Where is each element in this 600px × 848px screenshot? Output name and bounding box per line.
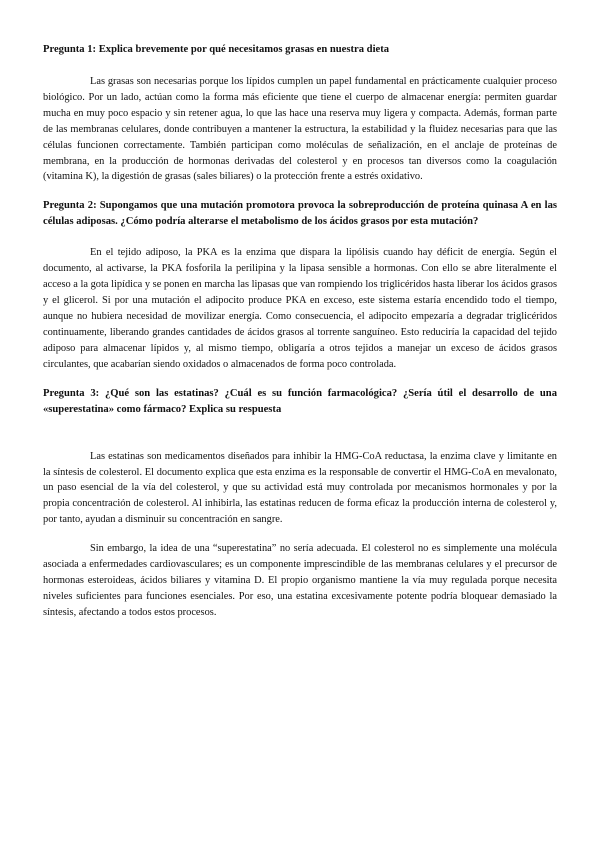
question-1-title: Pregunta 1: Explica brevemente por qué necesitamos grasas en nuestra dieta <box>43 44 390 55</box>
document-body <box>43 42 557 621</box>
question-1-answer-paragraph: Las grasas son necesarias porque los lípidos cumplen un papel fundamental en prácticamente cualquier proceso biológico. Por un lado, actúan como la forma más eficiente que tiene el cuerpo de almacenar energía: permiten guardar mucha en muy poco espacio y sin retener agua, lo que las hace una reserva muy ligera y compacta. Además, forman parte de las membranas celulares, donde contribuyen a mantener la estructura, la estabilidad y la fluidez necesarias para que las células funcionen correctamente. También participan como moléculas de señalización, en el anclaje de proteínas de membrana, en la producción de hormonas derivadas del colesterol y en procesos tan diversos como la coagulación (vitamina K), la digestión de grasas (sales biliares) o la protección frente a estrés oxidativo. <box>43 76 557 183</box>
question-2-answer-paragraph: En el tejido adiposo, la PKA es la enzima que dispara la lipólisis cuando hay déficit de energía. Según el documento, al activarse, la PKA fosforila la perilipina y la lipasa sensible a hormonas. Con ello se abre literalmente el acceso a la gota lipídica y se ponen en marcha las lipasas que van rompiendo los triglicéridos hasta liberar los ácidos grasos y el glicerol. Si por una mutación el adipocito produce PKA en exceso, este sistema estaría encendido todo el tiempo, aunque no hubiera necesidad de movilizar energía. Como consecuencia, el adipocito empezaría a degradar triglicéridos continuamente, liberando grandes cantidades de ácidos grasos al torrente sanguíneo. Esto reduciría la capacidad del tejido adiposo para almacenar lípidos y, al mismo tiempo, obligaría a otros tejidos a manejar un exceso de ácidos grasos circulantes, que acabarían siendo oxidados o almacenados de forma poco controlada. <box>43 247 557 370</box>
question-2-title: Pregunta 2: Supongamos que una mutación promotora provoca la sobreproducción de proteína quinasa A en las células adiposas. ¿Cómo podría alterarse el metabolismo de los ácidos grasos por esta mutación? <box>43 200 557 228</box>
question-3-title: Pregunta 3: ¿Qué son las estatinas? ¿Cuál es su función farmacológica? ¿Sería útil el desarrollo de una «superestatina» como fármaco? Explica su respuesta <box>43 387 557 415</box>
question-3-answer-paragraph-2: Sin embargo, la idea de una “superestatina” no sería adecuada. El colesterol no es simplemente una molécula asociada a enfermedades cardiovasculares; es un componente imprescindible de las membranas celulares y el precursor de hormonas esteroideas, ácidos biliares y vitamina D. El propio organismo mantiene la vía muy regulada porque necesita niveles suficientes para funciones esenciales. Por eso, una estatina excesivamente potente podría bloquear demasiado la síntesis, afectando a todos estos procesos. <box>43 543 557 618</box>
question-3-answer-paragraph-1: Las estatinas son medicamentos diseñados para inhibir la HMG-CoA reductasa, la enzima clave y limitante en la síntesis de colesterol. El documento explica que esta enzima es la responsable de convertir el HMG-CoA en mevalonato, un paso esencial de la vía del colesterol, y que su actividad está muy controlada por mecanismos hormonales y por la propia concentración de colesterol. Al inhibirla, las estatinas reducen de forma eficaz la producción interna de colesterol y, por tanto, ayudan a disminuir su concentración en sangre. <box>43 450 557 526</box>
